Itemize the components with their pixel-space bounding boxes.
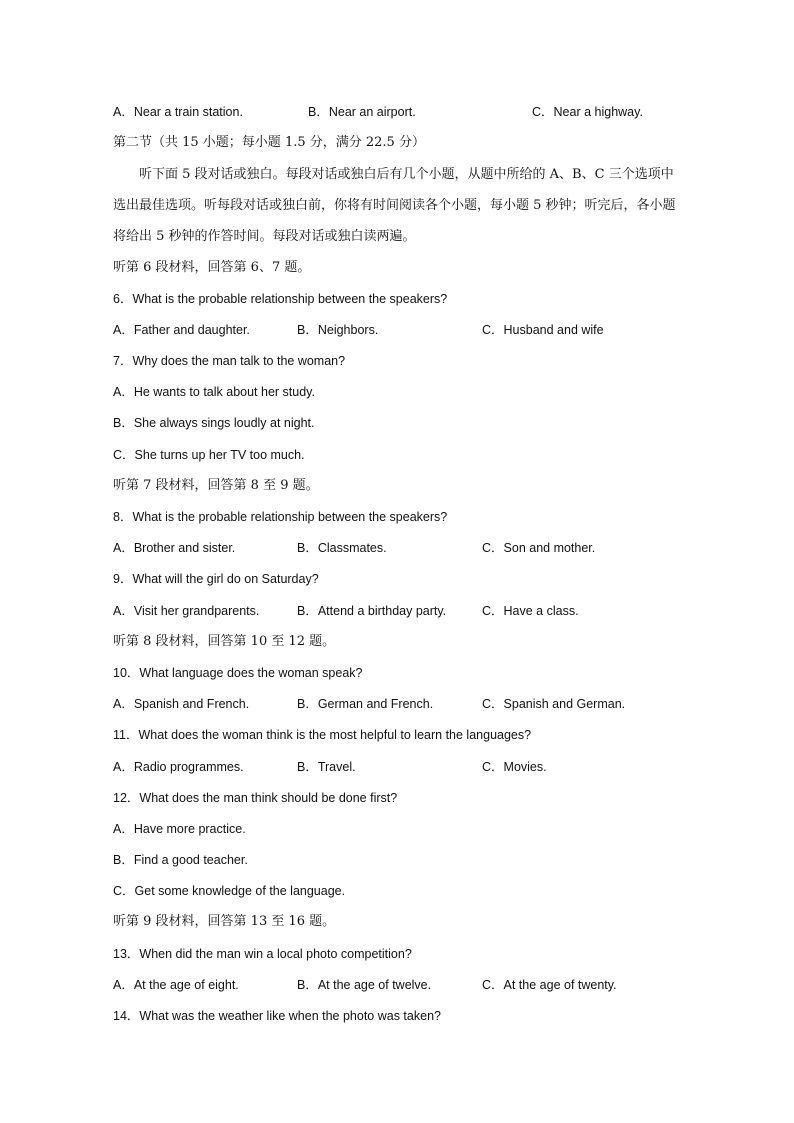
q12-option-c: C．Get some knowledge of the language.: [113, 884, 346, 898]
q13-option-b: B．At the age of twelve.: [297, 978, 432, 992]
q11-option-c: C．Movies.: [482, 760, 547, 774]
q6-option-a: A．Father and daughter.: [113, 323, 250, 337]
q7-option-a: A．He wants to talk about her study.: [113, 385, 315, 399]
q9-option-a: A．Visit her grandparents.: [113, 604, 260, 618]
q9-option-b: B．Attend a birthday party.: [297, 604, 447, 618]
question-12: 12．What does the man think should be done first?: [113, 791, 398, 805]
q12-option-a: A．Have more practice.: [113, 822, 246, 836]
q11-option-a: A．Radio programmes.: [113, 760, 244, 774]
question-8: 8．What is the probable relationship between the speakers?: [113, 510, 448, 524]
q13-option-c: C．At the age of twenty.: [482, 978, 617, 992]
q7-option-c: C．She turns up her TV too much.: [113, 448, 305, 462]
q6-option-b: B．Neighbors.: [297, 323, 379, 337]
material-8-heading: 听第 8 段材料，回答第 10 至 12 题。: [113, 634, 336, 649]
q5-option-a: A．Near a train station.: [113, 105, 243, 119]
q12-option-b: B．Find a good teacher.: [113, 853, 248, 867]
question-10: 10．What language does the woman speak?: [113, 666, 363, 680]
q10-option-a: A．Spanish and French.: [113, 697, 250, 711]
q10-option-b: B．German and French.: [297, 697, 434, 711]
material-9-heading: 听第 9 段材料，回答第 13 至 16 题。: [113, 914, 336, 929]
q8-option-b: B．Classmates.: [297, 541, 387, 555]
material-7-heading: 听第 7 段材料，回答第 8 至 9 题。: [113, 478, 319, 493]
q10-option-c: C．Spanish and German.: [482, 697, 626, 711]
q5-option-c: C．Near a highway.: [532, 105, 643, 119]
q9-option-c: C．Have a class.: [482, 604, 579, 618]
section2-instructions: 听下面 5 段对话或独白。每段对话或独白后有几个小题，从题中所给的 A、B、C 三个选项中选出最佳选项。听每段对话或独白前，你将有时间阅读各个小题，每小题 5 秒钟；听完后，各小题将给出 5 秒钟的作答时间。每段对话或独白读两遍。: [113, 167, 676, 244]
q8-option-c: C．Son and mother.: [482, 541, 596, 555]
question-14: 14．What was the weather like when the photo was taken?: [113, 1009, 441, 1023]
material-6-heading: 听第 6 段材料，回答第 6、7 题。: [113, 260, 311, 275]
question-11: 11．What does the woman think is the most helpful to learn the languages?: [113, 728, 532, 742]
q8-option-a: A．Brother and sister.: [113, 541, 236, 555]
q11-option-b: B．Travel.: [297, 760, 356, 774]
question-9: 9．What will the girl do on Saturday?: [113, 572, 319, 586]
question-6: 6．What is the probable relationship between the speakers?: [113, 292, 448, 306]
section2-header: 第二节（共 15 小题；每小题 1.5 分，满分 22.5 分）: [113, 135, 425, 150]
question-13: 13．When did the man win a local photo competition?: [113, 947, 412, 961]
q5-option-b: B．Near an airport.: [308, 105, 416, 119]
q13-option-a: A．At the age of eight.: [113, 978, 239, 992]
q6-option-c: C．Husband and wife: [482, 323, 604, 337]
question-7: 7．Why does the man talk to the woman?: [113, 354, 346, 368]
q7-option-b: B．She always sings loudly at night.: [113, 416, 315, 430]
